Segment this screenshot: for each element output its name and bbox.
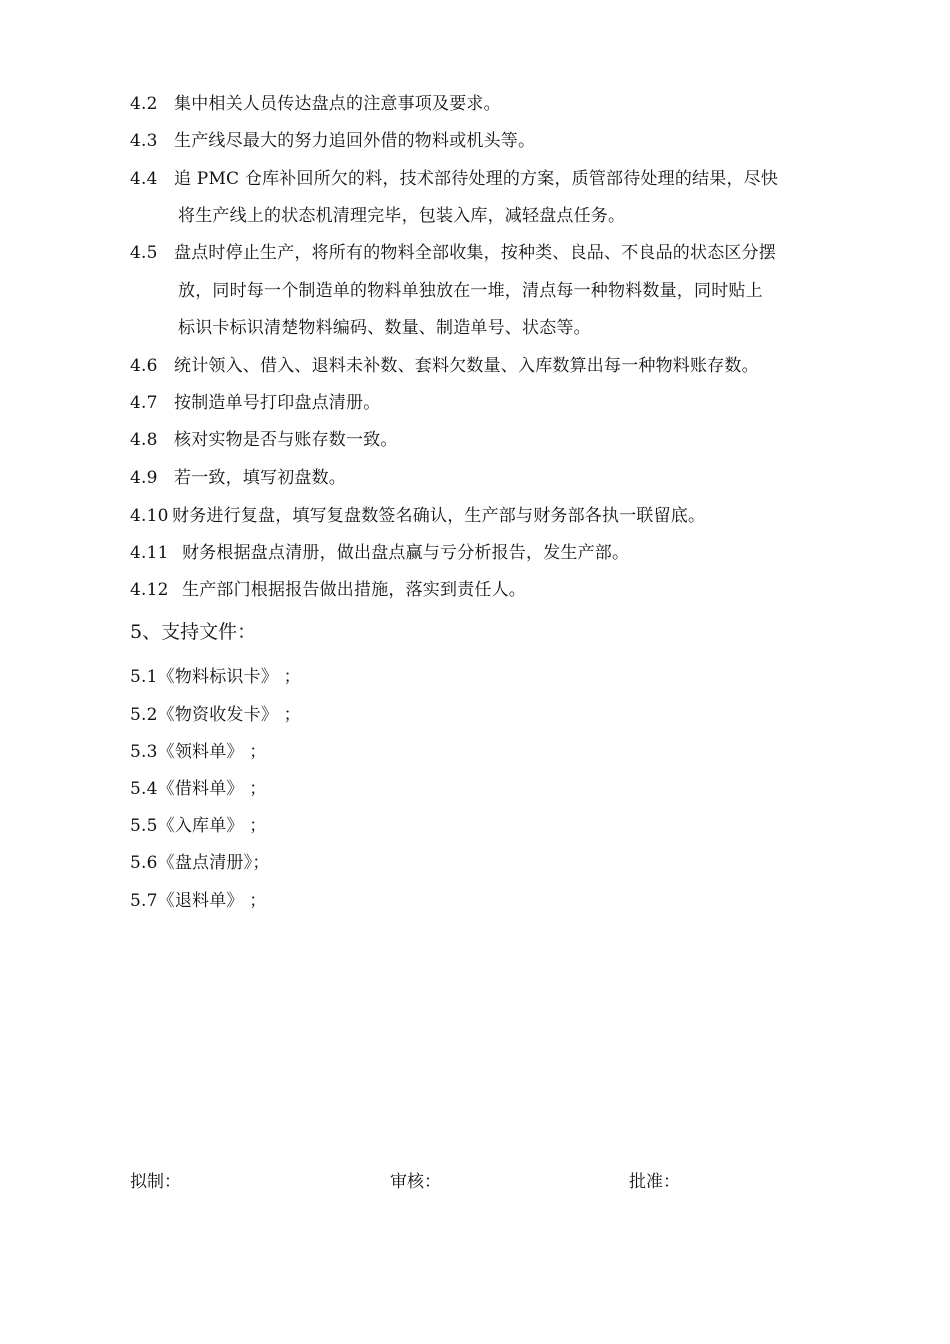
step-text: 统计领入、借入、退料未补数、套料欠数量、入库数算出每一种物料账存数。 <box>174 356 759 376</box>
step-number: 4.8 <box>130 430 158 450</box>
procedure-step-4-11 <box>130 542 629 564</box>
support-document-item: 5.5《入库单》 ； <box>130 816 267 836</box>
procedure-step-4-9 <box>130 467 346 489</box>
step-text: 追 PMC 仓库补回所欠的料，技术部待处理的方案，质管部待处理的结果，尽快 <box>174 169 779 189</box>
support-document-item: 5.2《物资收发卡》 ； <box>130 705 301 725</box>
procedure-step-4-10 <box>130 505 705 527</box>
procedure-step-4-8 <box>130 429 398 451</box>
step-number: 4.7 <box>130 393 158 413</box>
procedure-step-4-4-continuation: 将生产线上的状态机清理完毕，包装入库，减轻盘点任务。 <box>178 206 626 226</box>
support-document-item: 5.1《物料标识卡》 ； <box>130 667 301 687</box>
procedure-step-4-6 <box>130 355 759 377</box>
procedure-step-4-5-continuation-1: 放，同时每一个制造单的物料单独放在一堆，清点每一种物料数量，同时贴上 <box>178 281 763 301</box>
procedure-step-4-5 <box>130 242 776 264</box>
step-text: 财务进行复盘，填写复盘数签名确认，生产部与财务部各执一联留底。 <box>172 506 706 526</box>
procedure-step-4-4 <box>130 168 778 190</box>
step-number: 4.4 <box>130 169 158 189</box>
procedure-step-4-3 <box>130 130 535 152</box>
procedure-step-4-7 <box>130 392 380 414</box>
procedure-step-4-5-continuation-2: 标识卡标识清楚物料编码、数量、制造单号、状态等。 <box>178 318 591 338</box>
step-number: 4.10 <box>130 506 169 526</box>
step-text: 生产线尽最大的努力追回外借的物料或机头等。 <box>174 131 536 151</box>
draft-by-label: 拟制： <box>130 1172 181 1192</box>
review-by-label: 审核： <box>390 1172 441 1192</box>
step-number: 4.3 <box>130 131 158 151</box>
approve-by-label: 批准： <box>629 1172 680 1192</box>
section-5-heading: 5、支持文件： <box>130 621 257 643</box>
step-text: 财务根据盘点清册，做出盘点赢与亏分析报告，发生产部。 <box>182 543 630 563</box>
step-number: 4.2 <box>130 94 158 114</box>
step-text: 盘点时停止生产，将所有的物料全部收集，按种类、良品、不良品的状态区分摆 <box>174 243 776 263</box>
support-document-item: 5.6《盘点清册》； <box>130 853 270 873</box>
step-text: 核对实物是否与账存数一致。 <box>174 430 398 450</box>
step-number: 4.5 <box>130 243 158 263</box>
step-text: 集中相关人员传达盘点的注意事项及要求。 <box>174 94 501 114</box>
support-document-item: 5.4《借料单》 ； <box>130 779 267 799</box>
step-number: 4.12 <box>130 580 169 600</box>
support-document-item: 5.7《退料单》 ； <box>130 891 267 911</box>
step-text: 生产部门根据报告做出措施，落实到责任人。 <box>182 580 526 600</box>
procedure-step-4-2 <box>130 93 501 115</box>
step-number: 4.11 <box>130 543 169 563</box>
step-number: 4.9 <box>130 468 158 488</box>
step-text: 按制造单号打印盘点清册。 <box>174 393 381 413</box>
procedure-step-4-12 <box>130 579 526 601</box>
step-number: 4.6 <box>130 356 158 376</box>
step-text: 若一致，填写初盘数。 <box>174 468 346 488</box>
support-document-item: 5.3《领料单》 ； <box>130 742 267 762</box>
